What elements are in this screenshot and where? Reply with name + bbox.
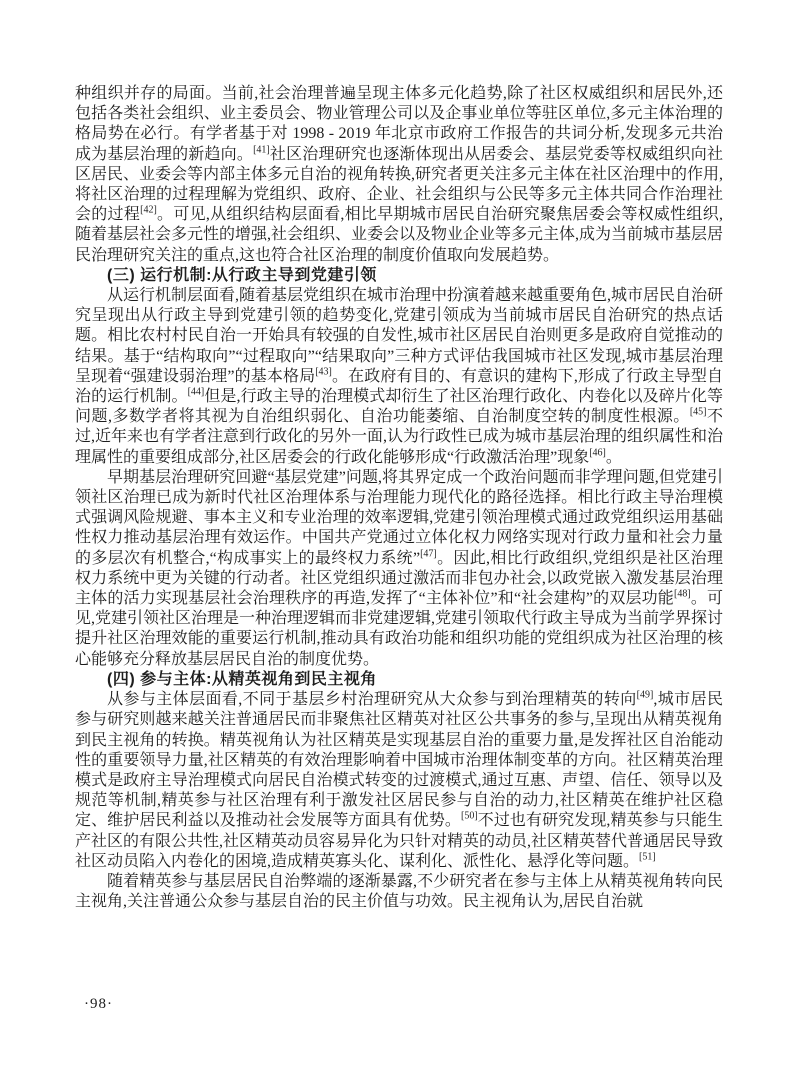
citation-marker: [41] <box>253 144 270 156</box>
citation-marker: [48] <box>673 588 691 600</box>
citation-marker: [45] <box>689 406 707 418</box>
section-heading-3-operating-mechanism: (三) 运行机制:从行政主导到党建引领 <box>107 266 377 284</box>
citation-marker: [44] <box>187 386 205 398</box>
paragraph-elite-perspective: 从参与主体层面看,不同于基层乡村治理研究从大众参与到治理精英的转向[49],城市居民参与研究则越来越关注普通居民而非聚焦社区精英对社区公共事务的参与,呈现出从精英视角到民主视角的转换。精英视角认为社区精英是实现基层自治的重要力量,是发挥社区自治能动性的重要领导力量,社区精英的有效治理影响着中国城市治理体制变革的方向。社区精英治理模式是政府主导治理模式向居民自治模式转变的过渡模式,通过互惠、声望、信任、领导以及规范等机制,精英参与社区治理有利于激发社区居民参与自治的动力,社区精英在维护社区稳定、维护居民利益以及推动社会发展等方面具有优势。[50]不过也有研究发现,精英参与只能生产社区的有限公共性,社区精英动员容易异化为只针对精英的动员,社区精英替代普通居民导致社区动员陷入内卷化的困境,造成精英寡头化、谋利化、派性化、悬浮化等问题。[51] <box>75 689 724 870</box>
paragraph-operating-mechanism: 从运行机制层面看,随着基层党组织在城市治理中扮演着越来越重要角色,城市居民自治研究呈现出从行政主导到党建引领的趋势变化,党建引领成为当前城市居民自治研究的热点话题。相比农村村民自治一开始具有较强的自发性,城市社区居民自治则更多是政府自觉推动的结果。基于“结构取向”“过程取向”“结果取向”三种方式评估我国城市社区发现,城市基层治理呈现着“强建设弱治理”的基本格局[43]。在政府有目的、有意识的建构下,形成了行政主导型自治的运行机制。[44]但是,行政主导的治理模式却衍生了社区治理行政化、内卷化以及碎片化等问题,多数学者将其视为自治组织弱化、自治功能萎缩、自治制度空转的制度性根源。[45]不过,近年来也有学者注意到行政化的另外一面,认为行政性已成为城市基层治理的组织属性和治理属性的重要组成部分,社区居委会的行政化能够形成“行政激活治理”现象[46]。 <box>75 287 724 466</box>
citation-marker: [43] <box>315 366 332 378</box>
citation-marker: [42] <box>140 204 157 216</box>
citation-marker: [47] <box>420 548 437 560</box>
citation-marker: [51] <box>639 851 656 863</box>
citation-marker: [46] <box>589 447 606 459</box>
citation-marker: [50] <box>460 810 478 822</box>
section-heading-4-participation-subject: (四) 参与主体:从精英视角到民主视角 <box>107 670 377 688</box>
page-number: ·98· <box>84 996 113 1012</box>
citation-marker: [49] <box>636 689 654 701</box>
paragraph-continued-from-previous-page: 种组织并存的局面。当前,社会治理普遍呈现主体多元化趋势,除了社区权威组织和居民外,还包括各类社会组织、业主委员会、物业管理公司以及企事业单位等驻区单位,多元主体治理的格局势在必行。有学者基于对 1998 - 2019 年北京市政府工作报告的共词分析,发现多元共治成为基层治理的新趋向。[41]社区治理研究也逐渐体现出从居委会、基层党委等权威组织向社区居民、业委会等内部主体多元自治的视角转换,研究者更关注多元主体在社区治理中的作用,将社区治理的过程理解为党组织、政府、企业、社会组织与公民等多元主体共同合作治理社会的过程[42]。可见,从组织结构层面看,相比早期城市居民自治研究聚焦居委会等权威性组织,随着基层社会多元性的增强,社会组织、业委会以及物业企业等多元主体,成为当前城市基层居民治理研究关注的重点,这也符合社区治理的制度价值取向发展趋势。 <box>75 85 724 264</box>
paragraph-party-building: 早期基层治理研究回避“基层党建”问题,将其界定成一个政治问题而非学理问题,但党建引领社区治理已成为新时代社区治理体系与治理能力现代化的路径选择。相比行政主导治理模式强调风险规避、事本主义和专业治理的效率逻辑,党建引领治理模式通过政党组织运用基础性权力推动基层治理有效运作。中国共产党通过立体化权力网络实现对行政力量和社会力量的多层次有机整合,“构成事实上的最终权力系统”[47]。因此,相比行政组织,党组织是社区治理权力系统中更为关键的行动者。社区党组织通过激活而非包办社会,以政党嵌入激发基层治理主体的活力实现基层社会治理秩序的再造,发挥了“主体补位”和“社会建构”的双层功能[48]。可见,党建引领社区治理是一种治理逻辑而非党建逻辑,党建引领取代行政主导成为当前学界探讨提升社区治理效能的重要运行机制,推动具有政治功能和组织功能的党组织成为社区治理的核心能够充分释放基层居民自治的制度优势。 <box>75 468 724 668</box>
article-body <box>75 84 723 912</box>
paragraph-democratic-perspective: 随着精英参与基层居民自治弊端的逐渐暴露,不少研究者在参与主体上从精英视角转向民主视角,关注普通公众参与基层自治的民主价值与功效。民主视角认为,居民自治就 <box>75 872 723 911</box>
